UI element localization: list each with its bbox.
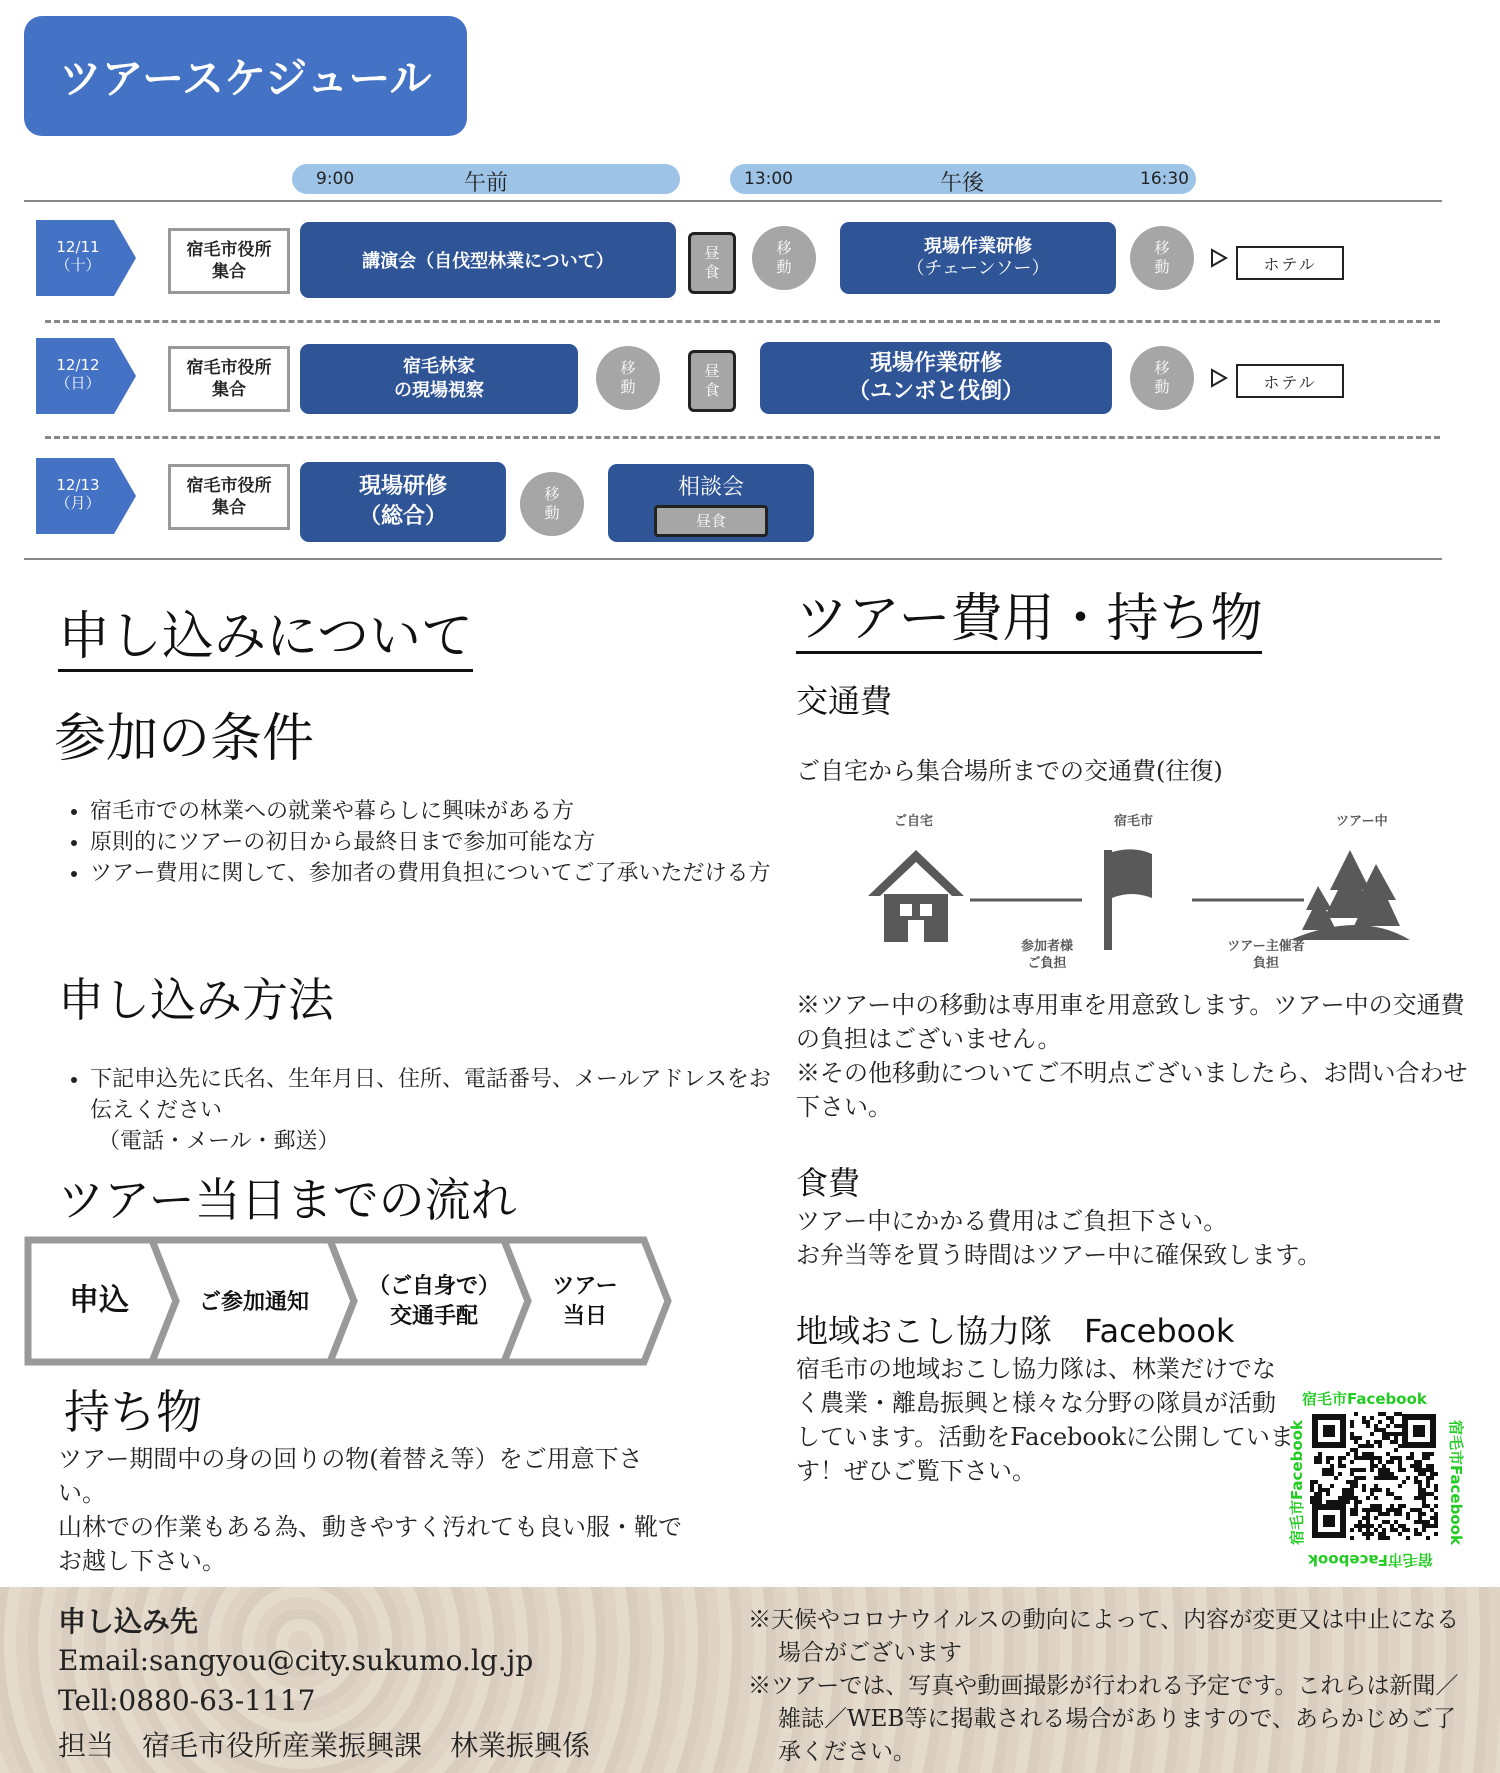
transport-text: ご自宅から集合場所までの交通費(往復): [796, 757, 1223, 785]
house-icon: [868, 850, 964, 942]
day2-meet: 宿毛市役所 集合: [168, 346, 290, 412]
flow-heading: ツアー当日までの流れ: [58, 1173, 517, 1227]
day1-meet: 宿毛市役所 集合: [168, 228, 290, 294]
label-pay-participant: 参加者様 ご負担: [1020, 939, 1073, 971]
schedule-bottom-line: [24, 558, 1442, 560]
method-item: • 下記申込先に氏名、生年月日、住所、電話番号、メールアドレスをお伝えください: [90, 1064, 774, 1126]
divider-2: [45, 436, 1440, 439]
morning-timebar: [292, 164, 680, 194]
costs-heading: ツアー費用・持ち物: [796, 576, 1262, 651]
conditions-list: [54, 796, 774, 889]
flag-icon: [1104, 849, 1152, 950]
facebook-qr[interactable]: [1282, 1388, 1466, 1568]
method-heading: 申し込み方法: [58, 973, 334, 1027]
day3-training: 現場研修 （総合）: [300, 462, 506, 542]
day1-date-arrow: [36, 220, 136, 296]
pm-label: 午後: [940, 171, 985, 196]
day1-training: 現場作業研修 （チェーンソー）: [840, 222, 1116, 294]
food-text: ツアー中にかかる費用はご負担下さい。 お弁当等を買う時間はツアー中に確保致します。: [796, 1207, 1322, 1269]
qr-code-icon: [1310, 1412, 1438, 1540]
flow-step-transport: （ご自身で） 交通手配: [367, 1274, 500, 1329]
day2-move2: 移 動: [1130, 346, 1194, 410]
facebook-text: 宿毛市の地域おこし協力隊は、林業だけでなく農業・離島振興と様々な分野の隊員が活動しています。活動をFacebookに公開しています！ぜひご覧下さい。: [796, 1355, 1294, 1485]
label-tour: ツアー中: [1336, 814, 1388, 829]
transport-heading: 交通費: [796, 682, 893, 720]
method-list: [54, 1064, 774, 1157]
footer-tel[interactable]: Tell:0880-63-1117: [58, 1684, 316, 1717]
day2-hotel: ホテル: [1236, 364, 1344, 398]
flow-step-notice: ご参加通知: [198, 1290, 309, 1315]
footer-contact: 担当 宿毛市役所産業振興課 林業振興係: [58, 1729, 591, 1762]
day1-arrow-icon: [1210, 248, 1228, 272]
condition-item: • 宿毛市での林業への就業や暮らしに興味がある方: [90, 796, 774, 827]
condition-item: • 原則的にツアーの初日から最終日まで参加可能な方: [90, 827, 774, 858]
day3-weekday: （月）: [55, 494, 101, 512]
afternoon-timebar: [730, 164, 1196, 194]
day3-consult: 相談会 昼食: [608, 464, 814, 542]
flow-step-tour: ツアー 当日: [552, 1274, 618, 1329]
day2-arrow-icon: [1210, 368, 1228, 392]
day1-date: 12/11: [56, 238, 100, 256]
label-pay-organizer: ツアー主催者 負担: [1227, 939, 1305, 971]
items-text: ツアー期間中の身の回りの物(着替え等）をご用意下さい。 山林での作業もある為、動きやすく汚れても良い服・靴でお越し下さい。: [58, 1445, 682, 1575]
day1-lunch: 昼 食: [688, 232, 736, 294]
day2-lunch: 昼 食: [688, 350, 736, 412]
day2-weekday: （日）: [55, 374, 101, 392]
qr-label-top: 宿毛市Facebook: [1302, 1390, 1427, 1408]
day2-visit: 宿毛林家 の現場視察: [300, 344, 578, 414]
day3-meet: 宿毛市役所 集合: [168, 464, 290, 530]
facebook-heading: 地域おこし協力隊 Facebook: [796, 1312, 1235, 1350]
application-heading: 申し込みについて: [58, 594, 473, 669]
day2-move: 移 動: [596, 346, 660, 410]
method-note: （電話・メール・郵送）: [98, 1129, 340, 1154]
conditions-heading: 参加の条件: [54, 709, 315, 769]
footer-notes: ※天候やコロナウイルスの動向によって、内容が変更又は中止になる場合がございます ※ツアーでは、写真や動画撮影が行われる予定です。これらは新聞／雑誌／WEB等に掲載される場合がありますので、あらかじめご了承ください。: [748, 1607, 1460, 1765]
day1-move: 移 動: [752, 226, 816, 290]
day3-date-arrow: [36, 458, 136, 534]
footer-heading: 申し込み先: [58, 1605, 199, 1638]
pm-end-time: 16:30: [1140, 169, 1189, 189]
food-heading: 食費: [796, 1164, 861, 1202]
page-title: ツアースケジュール: [24, 16, 467, 136]
day3-lunch: 昼食: [654, 505, 768, 537]
day2-date: 12/12: [56, 356, 100, 374]
divider-1: [45, 320, 1440, 323]
trees-icon: [1290, 850, 1410, 940]
day1-move2: 移 動: [1130, 226, 1194, 290]
footer-email[interactable]: Email:sangyou@city.sukumo.lg.jp: [58, 1644, 534, 1677]
day2-training: 現場作業研修 （ユンボと伐倒）: [760, 342, 1112, 414]
label-home: ご自宅: [894, 814, 934, 829]
pm-start-time: 13:00: [744, 169, 793, 189]
day1-lecture: 講演会（自伐型林業について）: [300, 222, 676, 298]
day3-date: 12/13: [56, 476, 100, 494]
qr-label-bottom: 宿毛市Facebook: [1308, 1551, 1433, 1569]
schedule-top-line: [24, 200, 1442, 202]
qr-label-left: 宿毛市Facebook: [1287, 1420, 1306, 1545]
flow-step-apply: 申込: [69, 1283, 129, 1318]
items-heading: 持ち物: [64, 1385, 202, 1439]
transport-notes: ※ツアー中の移動は専用車を用意致します。ツアー中の交通費の負担はございません。 ※その他移動についてご不明点ございましたら、お問い合わせ下さい。: [796, 991, 1468, 1121]
am-label: 午前: [464, 171, 509, 196]
day1-weekday: （十）: [55, 256, 101, 274]
condition-item: • ツアー費用に関して、参加者の費用負担についてご了承いただける方: [90, 858, 774, 889]
qr-label-right: 宿毛市Facebook: [1446, 1420, 1465, 1545]
day1-hotel: ホテル: [1236, 246, 1344, 280]
day3-move: 移 動: [520, 472, 584, 536]
day2-date-arrow: [36, 338, 136, 414]
am-start-time: 9:00: [316, 169, 355, 189]
transport-diagram: [860, 810, 1420, 980]
flow-chevrons: [24, 1236, 674, 1366]
label-city: 宿毛市: [1114, 814, 1154, 829]
